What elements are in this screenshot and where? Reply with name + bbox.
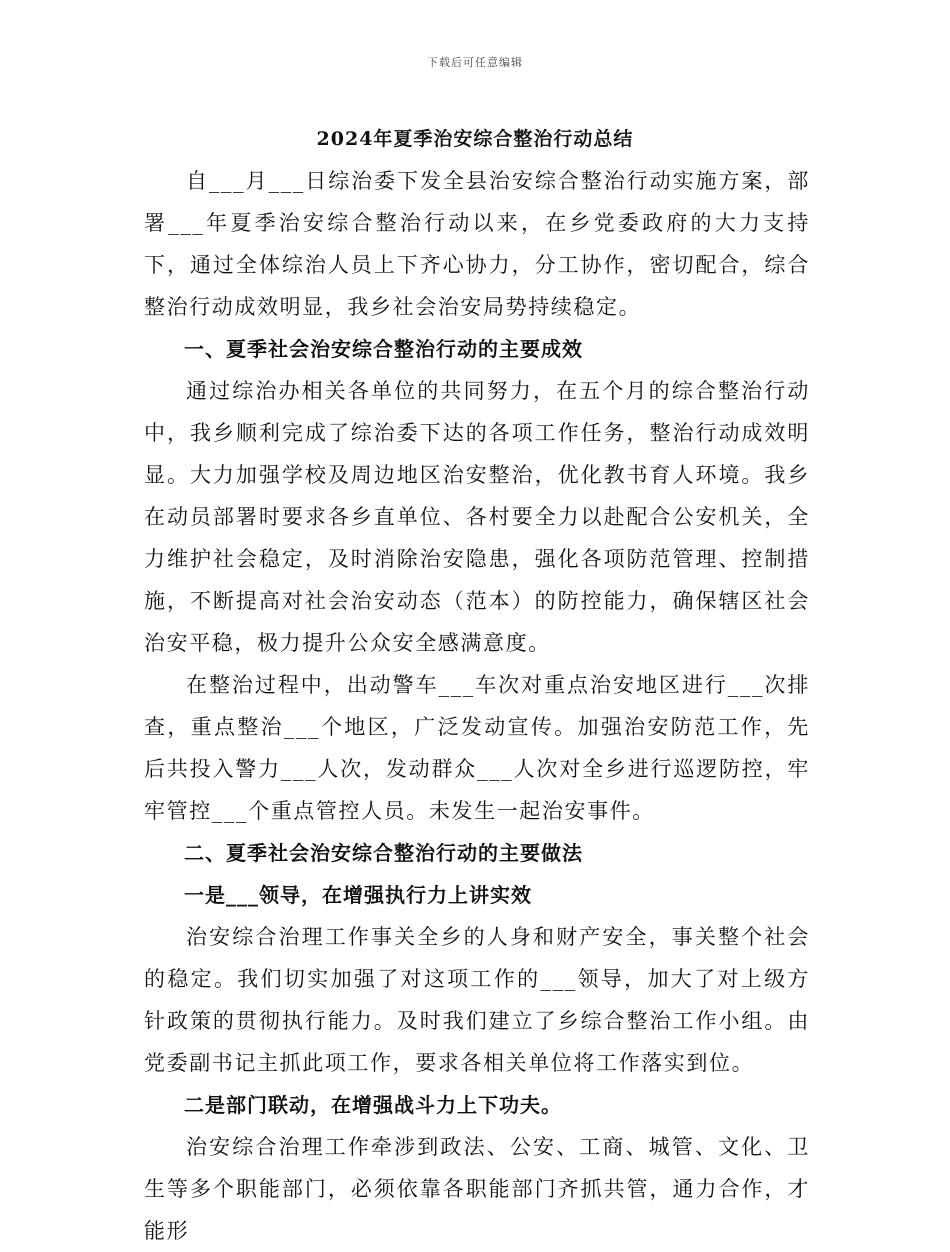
intro-paragraph: 自___月___日综治委下发全县治安综合整治行动实施方案，部署___年夏季治安综合整治行动以来，在乡党委政府的大力支持下，通过全体综治人员上下齐心协力，分工协作，密切配合，综合整治行动成效明显，我乡社会治安局势持续稳定。 <box>144 169 810 319</box>
results-paragraph-2: 在整治过程中，出动警车___车次对重点治安地区进行___次排查，重点整治___个地区，广泛发动宣传。加强治安防范工作，先后共投入警力___人次，发动群众___人次对全乡进行巡逻防控，牢牢管控___个重点管控人员。未发生一起治安事件。 <box>144 673 810 823</box>
document-body <box>144 160 810 1252</box>
leadership-paragraph: 治安综合治理工作事关全乡的人身和财产安全，事关整个社会的稳定。我们切实加强了对这项工作的___领导，加大了对上级方针政策的贯彻执行能力。及时我们建立了乡综合整治工作小组。由党委副书记主抓此项工作，要求各相关单位将工作落实到位。 <box>144 925 810 1075</box>
coordination-paragraph: 治安综合治理工作牵涉到政法、公安、工商、城管、文化、卫生等多个职能部门，必须依靠各职能部门齐抓共管，通力合作，才能形 <box>144 1135 810 1243</box>
subheading-2: 二是部门联动，在增强战斗力上下功夫。 <box>184 1093 562 1117</box>
subheading-1: 一是___领导，在增强执行力上讲实效 <box>184 883 532 907</box>
header-note: 下载后可任意编辑 <box>427 56 523 69</box>
section-heading-1: 一、夏季社会治安综合整治行动的主要成效 <box>184 337 583 361</box>
results-paragraph-1: 通过综治办相关各单位的共同努力，在五个月的综合整治行动中，我乡顺利完成了综治委下达的各项工作任务，整治行动成效明显。大力加强学校及周边地区治安整治，优化教书育人环境。我乡在动员部署时要求各乡直单位、各村要全力以赴配合公安机关，全力维护社会稳定，及时消除治安隐患，强化各项防范管理、控制措施，不断提高对社会治安动态（范本）的防控能力，确保辖区社会治安平稳，极力提升公众安全感满意度。 <box>144 379 810 655</box>
section-heading-2: 二、夏季社会治安综合整治行动的主要做法 <box>184 841 583 865</box>
document-title: 2024年夏季治安综合整治行动总结 <box>316 128 634 150</box>
